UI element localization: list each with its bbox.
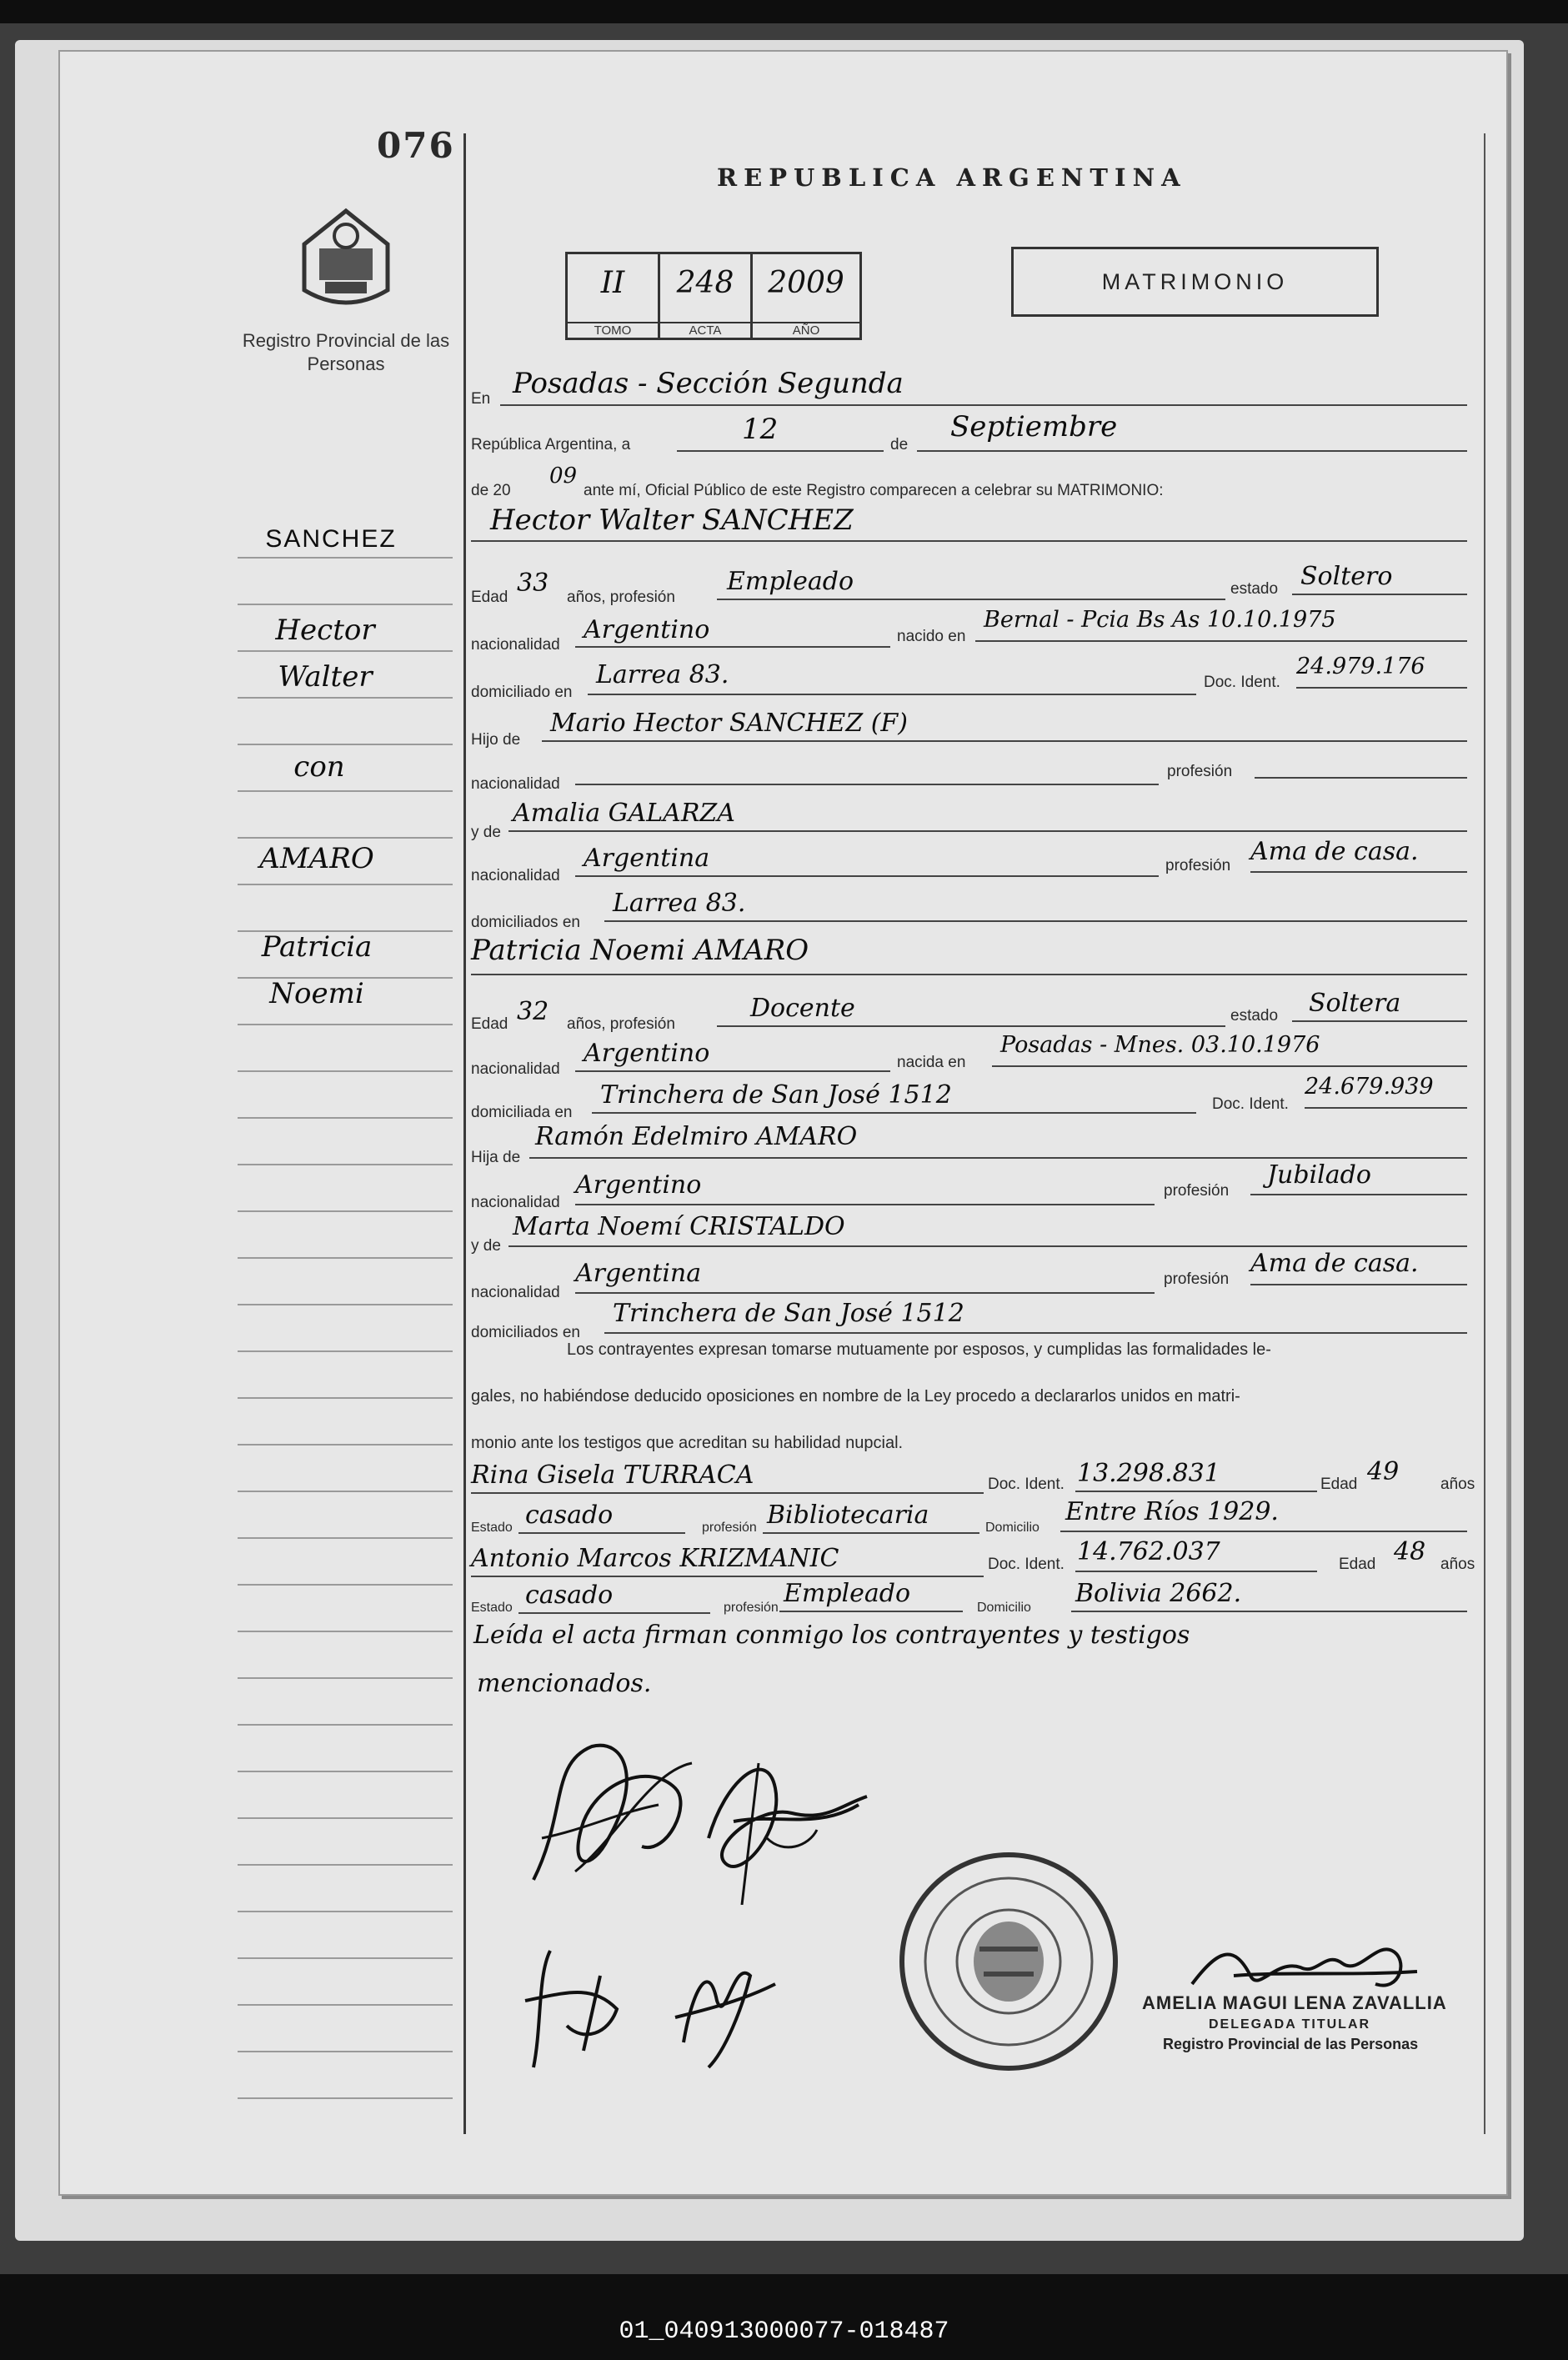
witness-1-name: Rina Gisela TURRACA xyxy=(471,1461,754,1490)
margin-rule xyxy=(238,1350,453,1352)
bride-address: Trinchera de San José 1512 xyxy=(600,1080,952,1110)
underline xyxy=(1292,1020,1467,1022)
underline xyxy=(500,404,1467,406)
underline xyxy=(975,640,1467,642)
label-de: de xyxy=(890,436,909,453)
acta-label: ACTA xyxy=(660,322,750,338)
margin-name-bride-1: Patricia xyxy=(261,930,373,964)
ano-cell xyxy=(753,254,859,338)
margin-rule xyxy=(238,1444,453,1446)
signature-spouses xyxy=(517,1713,900,1905)
margin-rule xyxy=(238,1397,453,1399)
label-y-de: y de xyxy=(471,824,501,841)
bride-civil-status: Soltera xyxy=(1309,989,1401,1018)
signature-delegate xyxy=(1184,1926,1442,2001)
page-number: 076 xyxy=(377,125,455,166)
label-anos: años xyxy=(1440,1476,1475,1493)
label-domiciliada-en: domiciliada en xyxy=(471,1104,573,1121)
underline xyxy=(1075,1491,1317,1492)
bride-parents-address: Trinchera de San José 1512 xyxy=(613,1299,964,1328)
label-edad: Edad xyxy=(1320,1476,1358,1493)
margin-rule xyxy=(238,557,453,559)
label-ante-mi: ante mí, Oficial Público de este Registro comparecen a celebrar su MATRIMONIO: xyxy=(584,482,1164,499)
groom-address: Larrea 83. xyxy=(596,660,729,689)
underline xyxy=(1250,871,1467,873)
underline xyxy=(917,450,1467,452)
underline xyxy=(575,1070,890,1072)
label-domicilio: Domicilio xyxy=(977,1601,1031,1615)
year-suffix: 09 xyxy=(549,463,578,489)
margin-rule xyxy=(238,1210,453,1212)
margin-rule xyxy=(238,1164,453,1165)
bride-mother: Marta Noemí CRISTALDO xyxy=(513,1212,845,1241)
witness-2-doc: 14.762.037 xyxy=(1077,1537,1220,1566)
witness-1-address: Entre Ríos 1929. xyxy=(1065,1497,1279,1526)
margin-rule xyxy=(238,1537,453,1539)
underline xyxy=(575,1292,1155,1294)
groom-name: Hector Walter SANCHEZ xyxy=(490,504,854,537)
label-estado: estado xyxy=(1230,580,1279,598)
delegate-title: DELEGADA TITULAR xyxy=(1209,2017,1371,2032)
bride-father-profession: Jubilado xyxy=(1267,1160,1371,1190)
underline xyxy=(518,1532,685,1534)
scan-id: 01_040913000077-018487 xyxy=(619,2317,949,2346)
label-nacionalidad: nacionalidad xyxy=(471,1194,560,1211)
underline xyxy=(575,646,890,648)
margin-rule xyxy=(238,1631,453,1632)
closing-line-1: Leída el acta firman conmigo los contrayentes y testigos xyxy=(473,1621,1190,1650)
margin-con: con xyxy=(293,750,345,784)
margin-name-groom-2: Walter xyxy=(278,660,373,694)
margin-rule xyxy=(238,1257,453,1259)
underline xyxy=(1255,777,1467,779)
label-profesion: profesión xyxy=(1164,1270,1230,1288)
underline xyxy=(1292,594,1467,595)
bride-father-nationality: Argentino xyxy=(575,1170,702,1200)
groom-mother-nationality: Argentina xyxy=(584,844,710,873)
groom-father: Mario Hector SANCHEZ (F) xyxy=(550,709,908,738)
label-nacionalidad: nacionalidad xyxy=(471,636,560,654)
groom-nationality: Argentino xyxy=(584,615,710,644)
label-profesion: profesión xyxy=(1164,1182,1230,1200)
witness-2-profession: Empleado xyxy=(784,1579,911,1608)
underline xyxy=(604,1332,1467,1334)
underline xyxy=(1060,1531,1467,1532)
label-anos-profesion: años, profesión xyxy=(567,1015,675,1033)
underline xyxy=(471,540,1467,542)
underline xyxy=(588,694,1196,695)
acta-cell xyxy=(660,254,753,338)
official-stamp xyxy=(896,1849,1121,2074)
margin-rule xyxy=(238,1771,453,1772)
underline xyxy=(471,974,1467,975)
margin-name-bride-2: Noemi xyxy=(269,977,364,1010)
ano-label: AÑO xyxy=(753,322,859,338)
delegate-name: AMELIA MAGUI LENA ZAVALLIA xyxy=(1142,1992,1447,2013)
place: Posadas - Sección Segunda xyxy=(513,367,904,400)
underline xyxy=(677,450,884,452)
label-doc-ident: Doc. Ident. xyxy=(988,1556,1065,1573)
witness-2-age: 48 xyxy=(1394,1537,1426,1566)
bride-nationality: Argentino xyxy=(584,1039,710,1068)
label-estado: estado xyxy=(1230,1007,1279,1025)
witness-2-address: Bolivia 2662. xyxy=(1075,1579,1242,1608)
page-heading: REPUBLICA ARGENTINA xyxy=(717,163,1187,192)
margin-surname-groom: SANCHEZ xyxy=(265,525,397,553)
underline xyxy=(592,1112,1196,1114)
groom-civil-status: Soltero xyxy=(1300,562,1393,591)
underline xyxy=(717,599,1225,600)
label-rep-arg: República Argentina, a xyxy=(471,436,631,453)
underline xyxy=(471,1576,984,1577)
bride-age: 32 xyxy=(517,997,549,1026)
label-edad: Edad xyxy=(471,589,508,606)
underline xyxy=(1075,1571,1317,1572)
margin-rule xyxy=(238,1957,453,1959)
label-doc-ident: Doc. Ident. xyxy=(988,1476,1065,1493)
right-border xyxy=(1484,133,1485,2134)
label-en: En xyxy=(471,390,491,408)
margin-divider xyxy=(463,133,466,2134)
label-edad: Edad xyxy=(1339,1556,1376,1573)
label-anos-profesion: años, profesión xyxy=(567,589,675,606)
underline xyxy=(518,1612,710,1614)
tomo-cell xyxy=(568,254,660,338)
bride-mother-profession: Ama de casa. xyxy=(1250,1249,1419,1278)
underline xyxy=(508,830,1467,832)
underline xyxy=(717,1025,1225,1027)
margin-rule xyxy=(238,1024,453,1025)
margin-rule xyxy=(238,884,453,885)
declaration-line-2: gales, no habiéndose deducido oposiciones en nombre de la Ley procedo a declararlos unidos en matri- xyxy=(471,1387,1240,1405)
bride-profession: Docente xyxy=(750,994,855,1023)
margin-rule xyxy=(238,604,453,605)
label-domiciliados-en: domiciliados en xyxy=(471,914,580,931)
closing-line-2: mencionados. xyxy=(477,1669,652,1698)
delegate-office: Registro Provincial de las Personas xyxy=(1163,2036,1419,2052)
underline xyxy=(779,1611,963,1612)
witness-1-status: casado xyxy=(525,1501,614,1530)
label-doc-ident: Doc. Ident. xyxy=(1212,1095,1289,1113)
groom-parents-address: Larrea 83. xyxy=(613,889,746,918)
margin-rule xyxy=(238,650,453,652)
underline xyxy=(1305,1107,1467,1109)
label-edad: Edad xyxy=(471,1015,508,1033)
label-profesion: profesión xyxy=(1167,763,1233,780)
margin-name-groom-1: Hector xyxy=(275,614,375,647)
underline xyxy=(508,1245,1467,1247)
witness-1-doc: 13.298.831 xyxy=(1077,1459,1220,1488)
month: Septiembre xyxy=(950,410,1118,443)
margin-rule xyxy=(238,1677,453,1679)
bride-mother-nationality: Argentina xyxy=(575,1259,702,1288)
underline xyxy=(575,875,1159,877)
groom-birthplace: Bernal - Pcia Bs As 10.10.1975 xyxy=(984,607,1336,633)
margin-rule xyxy=(238,1584,453,1586)
registry-label: Registro Provincial de las Personas xyxy=(242,330,450,374)
margin-rule xyxy=(238,2004,453,2006)
record-number-box xyxy=(565,252,862,340)
label-y-de: y de xyxy=(471,1237,501,1255)
margin-rule xyxy=(238,790,453,792)
margin-rule xyxy=(238,1070,453,1072)
tomo-value: II xyxy=(600,266,625,300)
label-profesion: profesión xyxy=(724,1601,779,1615)
groom-mother: Amalia GALARZA xyxy=(513,799,735,828)
underline xyxy=(992,1065,1467,1067)
underline xyxy=(763,1532,979,1534)
document-type: MATRIMONIO xyxy=(1011,247,1379,317)
underline xyxy=(1250,1284,1467,1285)
margin-rule xyxy=(238,1724,453,1726)
label-profesion: profesión xyxy=(702,1521,757,1535)
label-nacionalidad: nacionalidad xyxy=(471,775,560,793)
witness-2-status: casado xyxy=(525,1581,614,1610)
groom-mother-profession: Ama de casa. xyxy=(1250,837,1419,866)
label-hijo-de: Hijo de xyxy=(471,731,521,749)
ano-value: 2009 xyxy=(768,266,844,300)
margin-surname-bride: AMARO xyxy=(259,842,374,875)
bride-father: Ramón Edelmiro AMARO xyxy=(535,1122,858,1151)
margin-rule xyxy=(238,2051,453,2052)
bride-birthplace: Posadas - Mnes. 03.10.1976 xyxy=(1000,1032,1320,1058)
registry-logo xyxy=(288,198,404,315)
declaration-line-3: monio ante los testigos que acreditan su habilidad nupcial. xyxy=(471,1434,904,1452)
label-profesion: profesión xyxy=(1165,857,1231,874)
underline xyxy=(529,1157,1467,1159)
margin-rule xyxy=(238,697,453,699)
bride-name: Patricia Noemi AMARO xyxy=(471,934,809,967)
declaration-line-1: Los contrayentes expresan tomarse mutuamente por esposos, y cumplidas las formalidades le- xyxy=(567,1340,1271,1359)
underline xyxy=(575,1204,1155,1205)
label-nacido-en: nacido en xyxy=(897,628,966,645)
margin-rule xyxy=(238,2097,453,2099)
acta-value: 248 xyxy=(676,266,734,300)
witness-1-age: 49 xyxy=(1367,1457,1400,1486)
margin-rule xyxy=(238,1491,453,1492)
groom-age: 33 xyxy=(517,569,549,598)
margin-rule xyxy=(238,1864,453,1866)
signature-witnesses xyxy=(517,1926,792,2076)
margin-rule xyxy=(238,1911,453,1912)
witness-2-name: Antonio Marcos KRIZMANIC xyxy=(471,1544,839,1573)
margin-rule xyxy=(238,1817,453,1819)
label-estado: Estado xyxy=(471,1601,513,1615)
day: 12 xyxy=(742,413,779,446)
label-nacionalidad: nacionalidad xyxy=(471,1284,560,1301)
margin-rule xyxy=(238,744,453,745)
groom-doc: 24.979.176 xyxy=(1296,654,1425,679)
witness-1-profession: Bibliotecaria xyxy=(767,1501,929,1530)
label-domiciliado-en: domiciliado en xyxy=(471,684,573,701)
label-estado: Estado xyxy=(471,1521,513,1535)
underline xyxy=(471,1492,984,1494)
label-doc-ident: Doc. Ident. xyxy=(1204,674,1280,691)
label-de-20: de 20 xyxy=(471,482,511,499)
margin-rule xyxy=(238,1304,453,1305)
label-nacionalidad: nacionalidad xyxy=(471,1060,560,1078)
tomo-label: TOMO xyxy=(568,322,658,338)
groom-profession: Empleado xyxy=(727,567,854,596)
margin-rule xyxy=(238,1117,453,1119)
label-nacida-en: nacida en xyxy=(897,1054,966,1071)
label-hija-de: Hija de xyxy=(471,1149,521,1166)
underline xyxy=(604,920,1467,922)
bride-doc: 24.679.939 xyxy=(1305,1074,1434,1100)
underline xyxy=(1296,687,1467,689)
label-domicilio: Domicilio xyxy=(985,1521,1039,1535)
underline xyxy=(575,784,1159,785)
underline xyxy=(542,740,1467,742)
label-domiciliados-en: domiciliados en xyxy=(471,1324,580,1341)
label-anos: años xyxy=(1440,1556,1475,1573)
margin-rule xyxy=(238,837,453,839)
underline xyxy=(1071,1611,1467,1612)
label-nacionalidad: nacionalidad xyxy=(471,867,560,884)
underline xyxy=(1250,1194,1467,1195)
